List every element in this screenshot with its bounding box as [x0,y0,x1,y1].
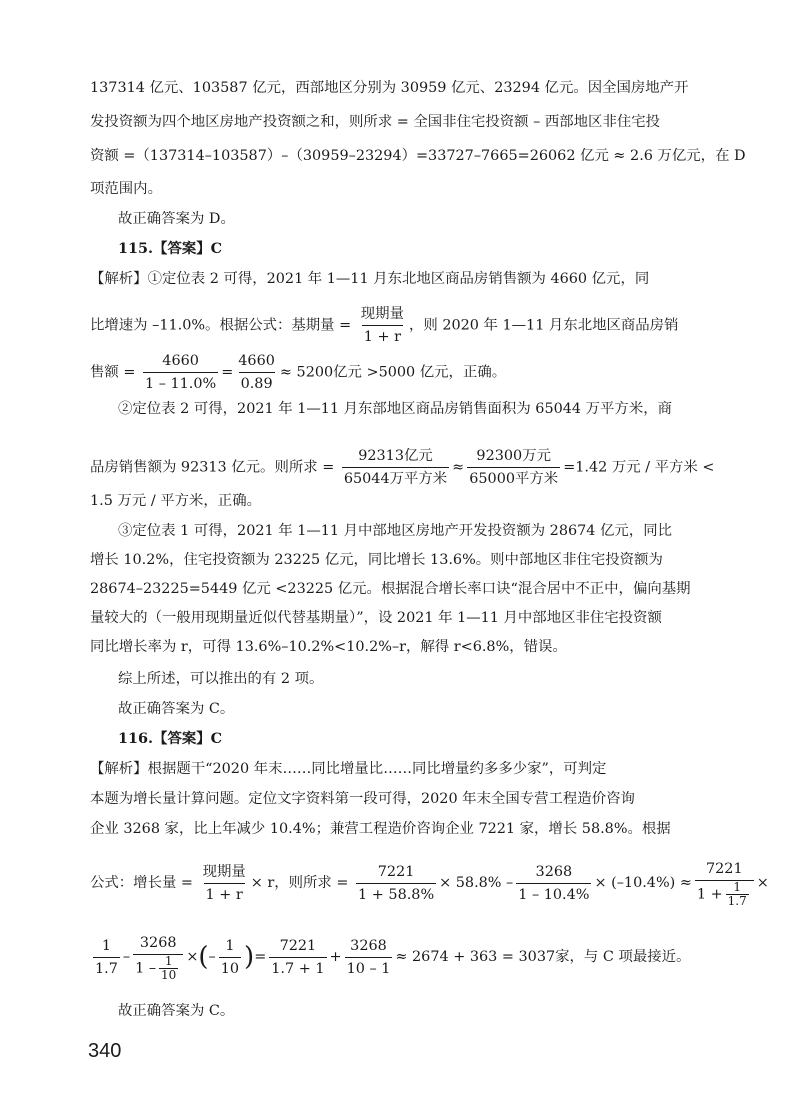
denominator [695,880,754,908]
fraction [516,861,591,906]
text-segment: × 58.8% – [439,875,514,891]
denominator: 1 – 11.0% [143,372,218,395]
text-segment: 1 + [696,886,723,903]
text-line: 1.5 万元 / 平方米，正确。 [90,493,261,509]
fraction [695,858,754,908]
denominator: 0.89 [239,372,275,395]
numerator: 92300万元 [476,448,551,464]
numerator: 4660 [238,353,275,369]
text-line: 发投资额为四个地区房地产投资额之和，则所求 = 全国非住宅投资额 – 西部地区非住宅投 [90,114,661,130]
answer-conclusion: 故正确答案为 C。 [118,701,235,717]
text-line: 28674–23225=5449 亿元 <23225 亿元。根据混合增长率口诀“混合居中不正中，偏向基期 [90,581,691,597]
text-line: 量较大的（一般用现期量近似代替基期量）”，设 2021 年 1—11 月中部地区非住宅投资额 [90,610,662,626]
numerator: 1 [101,937,112,954]
text-line: 增长 10.2%，住宅投资额为 23225 亿元，同比增长 13.6%。则中部地区非住宅投资额为 [90,552,663,568]
text-line: 企业 3268 家，比上年减少 10.4%；兼营工程造价咨询企业 7221 家，增长 58.8%。根据 [90,821,671,837]
formula-line-northeast: 售额 = $\frac{4660}{1 - 11.0\%}$ = $\frac{4660}{0.89}$ ≈ 5200亿元 >5000 亿元，正确。 [90,350,705,395]
formula-line-base [90,303,705,348]
numerator: 7221 [279,937,317,954]
answer-conclusion: 故正确答案为 C。 [118,1003,235,1019]
numerator: 7221 [706,861,743,877]
page-number: 340 [88,1040,122,1062]
text-segment: 1 – [135,960,157,977]
text-segment: – [122,949,131,965]
denominator: 65000平方米 [467,467,560,490]
numerator: 1 [164,954,173,968]
text-segment: × [756,875,769,891]
numerator: 92313亿元 [358,448,433,464]
text-segment: – [208,949,216,965]
text-line: 综上所述，可以推出的有 2 项。 [118,671,324,687]
denominator: 65044万平方米 [342,467,449,490]
fraction [269,935,326,980]
fraction-base-quantity [359,303,406,348]
numerator: 3268 [350,937,387,954]
formula-line-result [90,932,690,982]
numerator: 现期量 [360,306,404,322]
text-line: ②定位表 2 可得，2021 年 1—11 月东部地区商品房销售面积为 65044 万平方米，商 [118,401,672,417]
text-segment: × r，则所求 = [250,875,349,891]
text-line: 【解析】根据题干“2020 年末……同比增量比……同比增量约多多少家”，可判定 [90,761,607,777]
denominator: 10 – 1 [345,957,393,980]
text-segment: ≈ 2674 + 363 = 3037家，与 C 项最接近。 [395,949,691,965]
text-segment: 公式：增长量 = [90,875,193,891]
approx-sign: ≈ [452,459,465,476]
denominator: 1.7 [93,957,120,980]
text-segment: 品房销售额为 92313 亿元。则所求 = [90,459,335,476]
numerator: 4660 [162,353,199,369]
numerator: 3268 [535,863,573,880]
denominator: 1.7 + 1 [269,957,326,980]
denominator [133,954,183,982]
text-segment: =1.42 万元 / 平方米 < [563,459,715,476]
denominator: 1 + 58.8% [356,883,436,906]
denominator: 1 – 10.4% [516,883,591,906]
denominator: 1 + r [204,883,245,906]
text-segment: + [329,949,342,965]
fraction [236,350,277,395]
fraction [201,861,248,906]
fraction [356,861,436,906]
text-line: 项范围内。 [90,181,162,197]
numerator: 1 [225,937,235,954]
text-line: 【解析】①定位表 2 可得，2021 年 1—11 月东北地区商品房销售额为 4660 亿元，同 [90,271,650,287]
denominator: 1 + r [362,325,403,348]
text-segment: 比增速为 –11.0%。根据公式：基期量 = [90,317,352,334]
text-line: 137314 亿元、103587 亿元，西部地区分别为 30959 亿元、23294 亿元。因全国房地产开 [90,80,689,96]
nested-fraction [726,881,749,908]
text-line: 本题为增长量计算问题。定位文字资料第一段可得，2020 年末全国专营工程造价咨询 [90,791,635,807]
text-segment: = [254,949,267,965]
fraction [467,445,560,490]
denominator: 10 [219,957,241,980]
fraction [219,935,241,980]
text-segment: 售额 = [90,364,136,381]
fraction [342,445,449,490]
text-segment: ，则 2020 年 1—11 月东北地区商品房销 [408,317,679,334]
text-segment: × [186,949,199,965]
question-115-answer: 115.【答案】C [118,240,223,257]
paren-open: ( [198,942,209,972]
text-segment: × (–10.4%) ≈ [594,875,692,891]
fraction [345,935,393,980]
numerator: 3268 [139,935,177,951]
text-line: 同比增长率为 r，可得 13.6%–10.2%<10.2%–r，解得 r<6.8%，错误。 [90,639,567,655]
numerator: 1 [733,880,742,894]
fraction [93,935,120,980]
text-line: 资额 =（137314–103587）–（30959–23294）=33727–7665=26062 亿元 ≈ 2.6 万亿元，在 D [90,148,746,164]
fraction [143,350,218,395]
denominator: 1.7 [727,894,747,908]
answer-conclusion: 故正确答案为 D。 [118,211,235,227]
denominator: 10 [161,968,177,982]
paren-close: ) [244,942,255,972]
text-segment: ≈ 5200亿元 >5000 亿元，正确。 [279,364,507,381]
nested-fraction [159,955,178,982]
question-116-answer: 116.【答案】C [118,730,223,747]
numerator: 7221 [377,863,415,880]
formula-line-growth [90,858,769,908]
numerator: 现期量 [202,863,246,880]
text-line: ③定位表 1 可得，2021 年 1—11 月中部地区房地产开发投资额为 28674 亿元，同比 [118,523,672,539]
fraction [133,932,183,982]
formula-line-east [90,445,715,490]
